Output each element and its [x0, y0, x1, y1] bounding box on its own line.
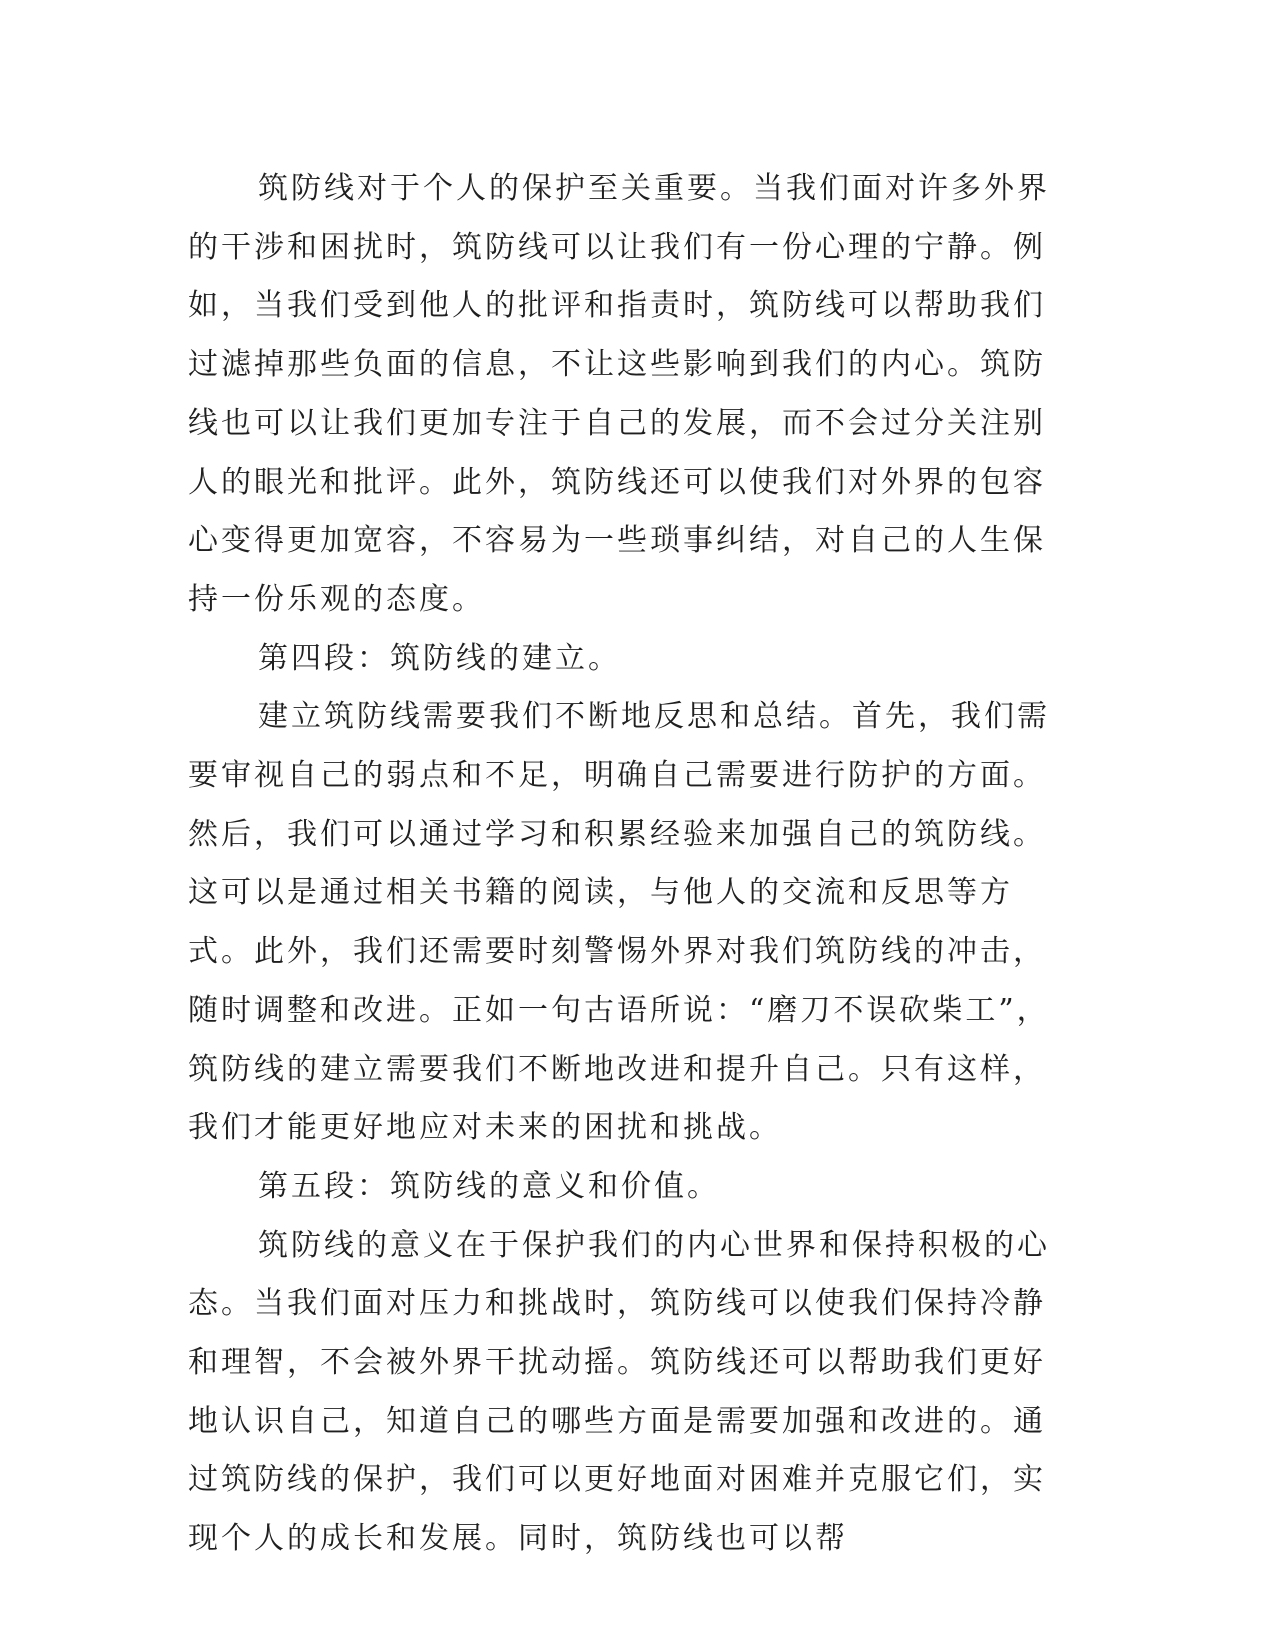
section-heading-four: 第四段：筑防线的建立。 [258, 640, 621, 676]
paragraph-building-defense: 建立筑防线需要我们不断地反思和总结。首先，我们需要审视自己的弱点和不足，明确自己需要进行防护的方面。然后，我们可以通过学习和积累经验来加强自己的筑防线。这可以是通过相关书籍的阅读，与他人的交流和反思等方式。此外，我们还需要时刻警惕外界对我们筑防线的冲击，随时调整和改进。正如一句古语所说：“磨刀不误砍柴工”，筑防线的建立需要我们不断地改进和提升自己。只有这样，我们才能更好地应对未来的困扰和挑战。 [188, 699, 1050, 1146]
paragraph-meaning-value: 筑防线的意义在于保护我们的内心世界和保持积极的心态。当我们面对压力和挑战时，筑防线可以使我们保持冷静和理智，不会被外界干扰动摇。筑防线还可以帮助我们更好地认识自己，知道自己的哪些方面是需要加强和改进的。通过筑防线的保护，我们可以更好地面对困难并克服它们，实现个人的成长和发展。同时，筑防线也可以帮 [188, 1227, 1050, 1557]
paragraph-protection-importance: 筑防线对于个人的保护至关重要。当我们面对许多外界的干涉和困扰时，筑防线可以让我们有一份心理的宁静。例如，当我们受到他人的批评和指责时，筑防线可以帮助我们过滤掉那些负面的信息，不让这些影响到我们的内心。筑防线也可以让我们更加专注于自己的发展，而不会过分关注别人的眼光和批评。此外，筑防线还可以使我们对外界的包容心变得更加宽容，不容易为一些琐事纠结，对自己的人生保持一份乐观的态度。 [188, 171, 1050, 617]
document-body [188, 160, 1070, 1569]
section-heading-five: 第五段：筑防线的意义和价值。 [258, 1168, 720, 1204]
